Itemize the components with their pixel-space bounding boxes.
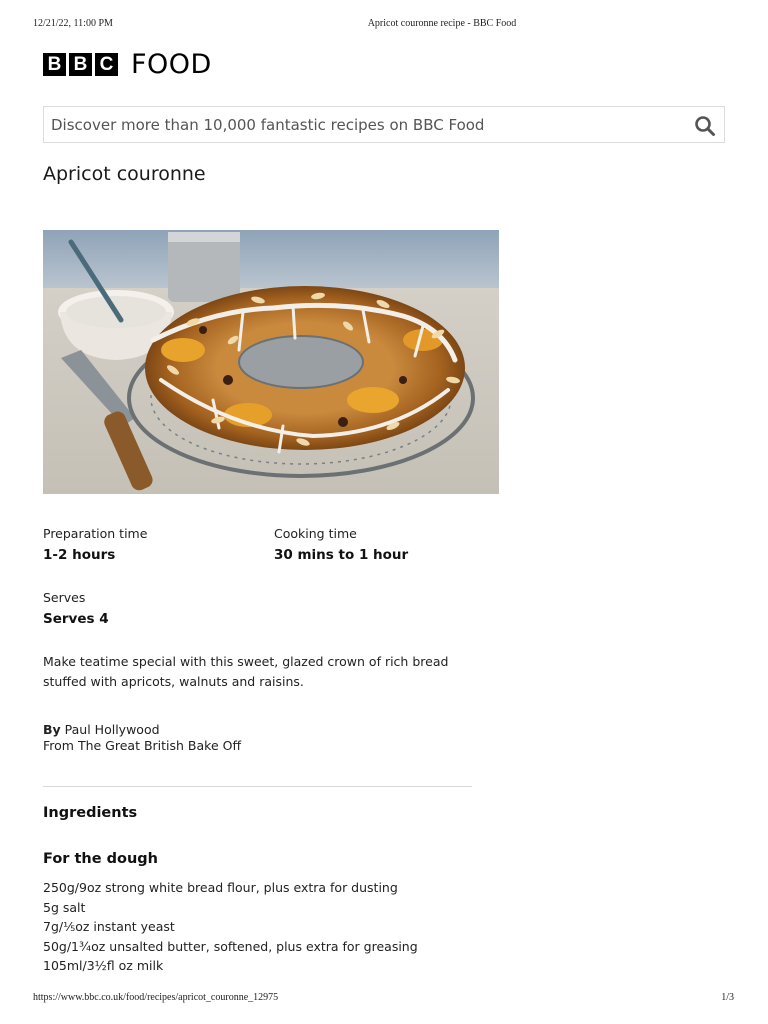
recipe-description: Make teatime special with this sweet, glazed crown of rich bread stuffed with apricots, walnuts and raisins. <box>43 654 449 689</box>
recipe-hero-image <box>43 230 499 494</box>
prep-time-label: Preparation time <box>43 526 148 541</box>
ingredient-group-title: For the dough <box>43 851 158 867</box>
logo-letter-b1: B <box>43 53 66 76</box>
ingredient-list <box>43 878 418 976</box>
by-label: By <box>43 722 61 737</box>
search-icon[interactable] <box>694 115 716 137</box>
ingredient-item: 105ml/3½fl oz milk <box>43 958 164 973</box>
section-divider <box>43 786 472 787</box>
serves-label: Serves <box>43 590 86 605</box>
ingredient-item: 5g salt <box>43 899 86 915</box>
ingredients-heading: Ingredients <box>43 805 138 821</box>
print-page-number: 1/3 <box>721 992 734 1003</box>
cook-time-label: Cooking time <box>274 526 357 541</box>
print-url: https://www.bbc.co.uk/food/recipes/apricot_couronne_12975 <box>33 992 279 1003</box>
author-link[interactable]: Paul Hollywood <box>64 722 160 737</box>
recipe-title: Apricot couronne <box>43 163 206 185</box>
ingredient-item: 7g/⅕oz instant yeast <box>43 919 175 934</box>
recipe-byline <box>43 722 241 754</box>
print-datetime: 12/21/22, 11:00 PM <box>33 18 113 29</box>
logo-letter-b2: B <box>69 53 92 76</box>
serves-value: Serves 4 <box>43 611 109 627</box>
ingredient-item: 250g/9oz strong white bread flour, plus extra for dusting <box>43 880 398 895</box>
recipe-search-bar <box>43 106 725 143</box>
logo-letter-c: C <box>95 53 118 76</box>
print-page-title: Apricot couronne recipe - BBC Food <box>367 18 517 29</box>
cook-time-value: 30 mins to 1 hour <box>274 547 409 563</box>
logo-word-food: FOOD <box>131 48 212 80</box>
ingredient-item: 50g/1¾oz unsalted butter, softened, plus extra for greasing <box>43 938 418 954</box>
source-link[interactable]: From The Great British Bake Off <box>43 738 242 753</box>
prep-time-value: 1-2 hours <box>43 547 116 563</box>
bbc-food-logo[interactable] <box>43 48 212 80</box>
search-input[interactable] <box>51 107 691 142</box>
